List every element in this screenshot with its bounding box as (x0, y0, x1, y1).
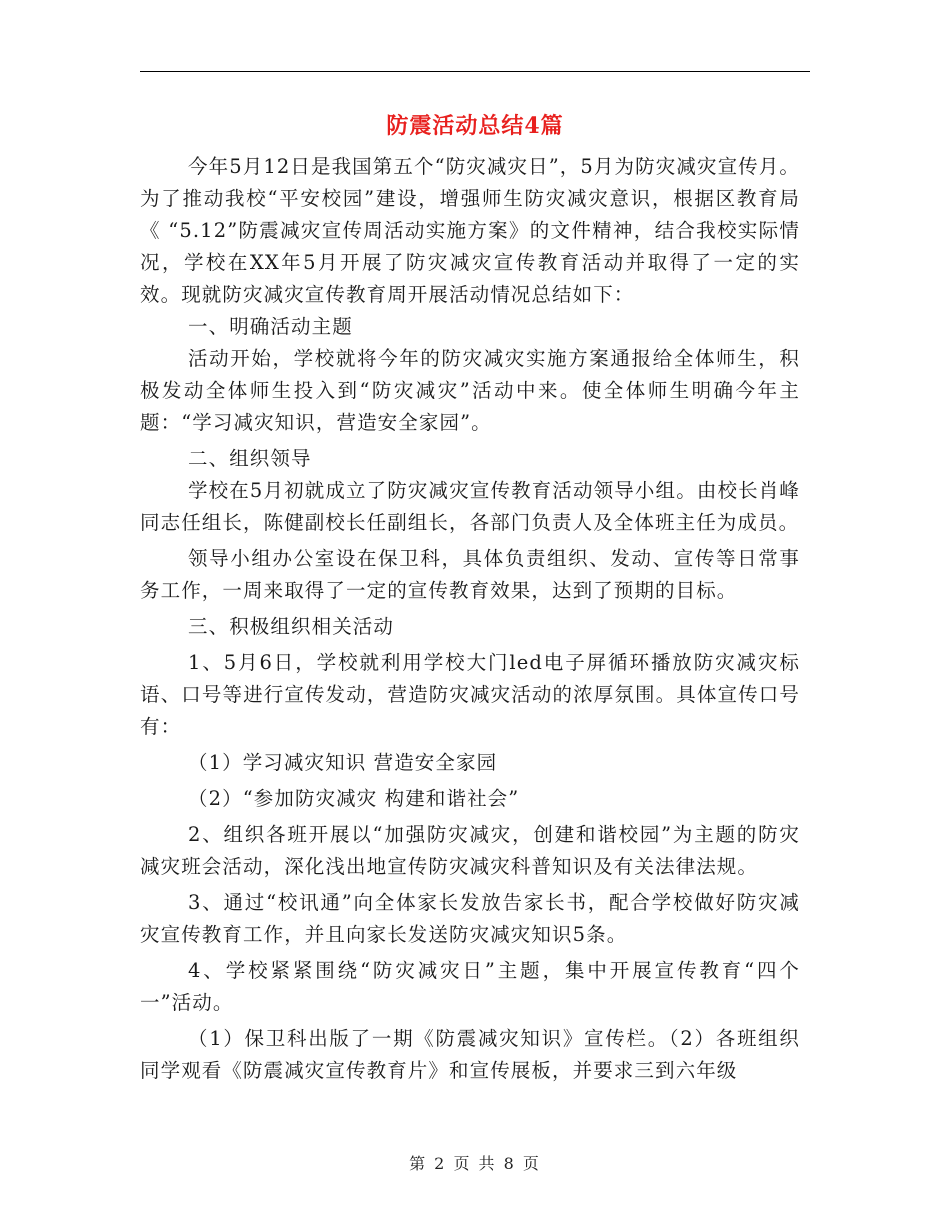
paragraph-activity-1: 1、5月6日，学校就利用学校大门led电子屏循环播放防灾减灾标语、口号等进行宣传发动，营造防灾减灾活动的浓厚氛围。具体宣传口号有： (140, 651, 800, 738)
section-heading-theme: 一、明确活动主题 (188, 315, 353, 338)
paragraph-activity-4: 4、学校紧紧围绕“防灾减灾日”主题，集中开展宣传教育“四个一”活动。 (140, 959, 800, 1014)
document-title: 防震活动总结4篇 (386, 113, 564, 139)
paragraph-intro: 今年5月12日是我国第五个“防灾减灾日”，5月为防灾减灾宣传月。为了推动我校“平安校园”建设，增强师生防灾减灾意识，根据区教育局《 “5.12”防震减灾宣传周活动实施方案》的文件精神，结合我校实际情况，学校在XX年5月开展了防灾减灾宣传教育活动并取得了一定的实效。现就防灾减灾宣传教育周开展活动情况总结如下： (140, 155, 800, 306)
slogan-item-2: （2）“参加防灾减灾 构建和谐社会” (188, 787, 520, 810)
slogan-item-1: （1）学习减灾知识 营造安全家园 (188, 751, 498, 774)
paragraph-activity-3: 3、通过“校讯通”向全体家长发放告家长书，配合学校做好防灾减灾宣传教育工作，并且向家长发送防灾减灾知识5条。 (140, 891, 800, 946)
page-number: 第 2 页 共 8 页 (409, 1154, 541, 1173)
section-heading-activities: 三、积极组织相关活动 (188, 615, 395, 638)
header-rule (140, 71, 810, 72)
paragraph-leadership-office: 领导小组办公室设在保卫科，具体负责组织、发动、宣传等日常事务工作，一周来取得了一定的宣传教育效果，达到了预期的目标。 (140, 547, 800, 602)
paragraph-leadership-group: 学校在5月初就成立了防灾减灾宣传教育活动领导小组。由校长肖峰同志任组长，陈健副校长任副组长，各部门负责人及全体班主任为成员。 (140, 479, 800, 534)
section-heading-leadership: 二、组织领导 (188, 447, 312, 470)
paragraph-theme: 活动开始，学校就将今年的防灾减灾实施方案通报给全体师生，积极发动全体师生投入到“防灾减灾”活动中来。使全体师生明确今年主题：“学习减灾知识，营造安全家园”。 (140, 347, 800, 434)
document-body (140, 151, 800, 1087)
paragraph-activity-4-detail: （1）保卫科出版了一期《防震减灾知识》宣传栏。（2）各班组织同学观看《防震减灾宣传教育片》和宣传展板，并要求三到六年级 (140, 1027, 800, 1082)
paragraph-activity-2: 2、组织各班开展以“加强防灾减灾，创建和谐校园”为主题的防灾减灾班会活动，深化浅出地宣传防灾减灾科普知识及有关法律法规。 (140, 823, 800, 878)
